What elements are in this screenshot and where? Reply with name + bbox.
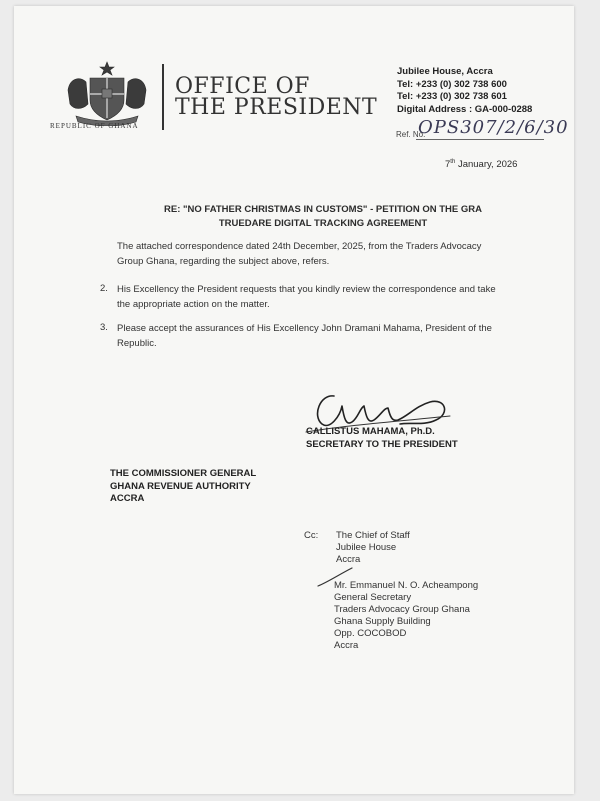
addressee-block bbox=[110, 468, 256, 506]
paragraph-3-number: 3. bbox=[100, 322, 108, 333]
subject-line1: RE: "NO FATHER CHRISTMAS IN CUSTOMS" - PETITION ON THE GRA bbox=[164, 204, 482, 215]
cc-recipient-1-line: Accra bbox=[336, 554, 361, 565]
addressee-line3: ACCRA bbox=[110, 493, 145, 504]
paragraph-3-line2: Republic. bbox=[117, 337, 157, 349]
cc-recipient-2-line: Traders Advocacy Group Ghana bbox=[334, 604, 470, 615]
digital-address: Digital Address : GA-000-0288 bbox=[397, 103, 533, 115]
letter-date: 7th January, 2026 bbox=[445, 159, 518, 171]
cc-recipient-2-line: Accra bbox=[334, 640, 359, 651]
coat-caption: REPUBLIC OF GHANA bbox=[50, 122, 139, 130]
cc-recipient-2-line: General Secretary bbox=[334, 592, 412, 603]
addressee-line1: THE COMMISSIONER GENERAL bbox=[110, 468, 257, 479]
cc-recipient-1 bbox=[336, 530, 410, 566]
telephone-1: Tel: +233 (0) 302 738 600 bbox=[397, 78, 507, 90]
office-title-line2: THE PRESIDENT bbox=[175, 95, 378, 120]
office-title bbox=[175, 76, 377, 118]
paragraph-2-line2: the appropriate action on the matter. bbox=[117, 298, 270, 310]
office-title-line1: OFFICE OF bbox=[175, 74, 310, 99]
signatory-title: SECRETARY TO THE PRESIDENT bbox=[306, 438, 458, 450]
signatory-name: CALLISTUS MAHAMA, Ph.D. bbox=[306, 426, 435, 437]
paragraph-1-line1: The attached correspondence dated 24th December, 2025, from the Traders Advocacy bbox=[117, 241, 482, 252]
header-divider bbox=[162, 64, 164, 130]
paragraph-3 bbox=[117, 322, 492, 351]
coat-of-arms-icon bbox=[62, 60, 152, 126]
cc-recipient-1-line: The Chief of Staff bbox=[336, 530, 410, 541]
paragraph-2-line1: His Excellency the President requests that you kindly review the correspondence and take bbox=[117, 284, 496, 295]
ref-number: OPS307/2/6/30 bbox=[418, 117, 569, 138]
signatory-block bbox=[306, 426, 458, 451]
addressee-line2: GHANA REVENUE AUTHORITY bbox=[110, 480, 251, 492]
cc-recipient-1-line: Jubilee House bbox=[336, 542, 397, 553]
cc-label: Cc: bbox=[304, 530, 319, 541]
cc-recipient-2 bbox=[334, 580, 478, 652]
cc-recipient-2-line: Ghana Supply Building bbox=[334, 616, 431, 627]
letter-page bbox=[14, 6, 574, 794]
ref-label: Ref. No. bbox=[396, 130, 426, 139]
paragraph-1 bbox=[117, 240, 481, 269]
cc-recipient-2-line: Opp. COCOBOD bbox=[334, 628, 407, 639]
contact-block bbox=[397, 66, 532, 116]
subject-heading bbox=[88, 203, 558, 231]
subject-line2: TRUEDARE DIGITAL TRACKING AGREEMENT bbox=[218, 218, 428, 229]
paragraph-2-number: 2. bbox=[100, 283, 108, 294]
telephone-2: Tel: +233 (0) 302 738 601 bbox=[397, 91, 507, 102]
paragraph-2 bbox=[117, 283, 496, 312]
paragraph-3-line1: Please accept the assurances of His Excellency John Dramani Mahama, President of the bbox=[117, 323, 492, 334]
ref-underline bbox=[416, 139, 544, 140]
cc-recipient-2-line: Mr. Emmanuel N. O. Acheampong bbox=[334, 580, 479, 591]
paragraph-1-line2: Group Ghana, regarding the subject above, refers. bbox=[117, 255, 330, 267]
address-line: Jubilee House, Accra bbox=[397, 66, 493, 77]
